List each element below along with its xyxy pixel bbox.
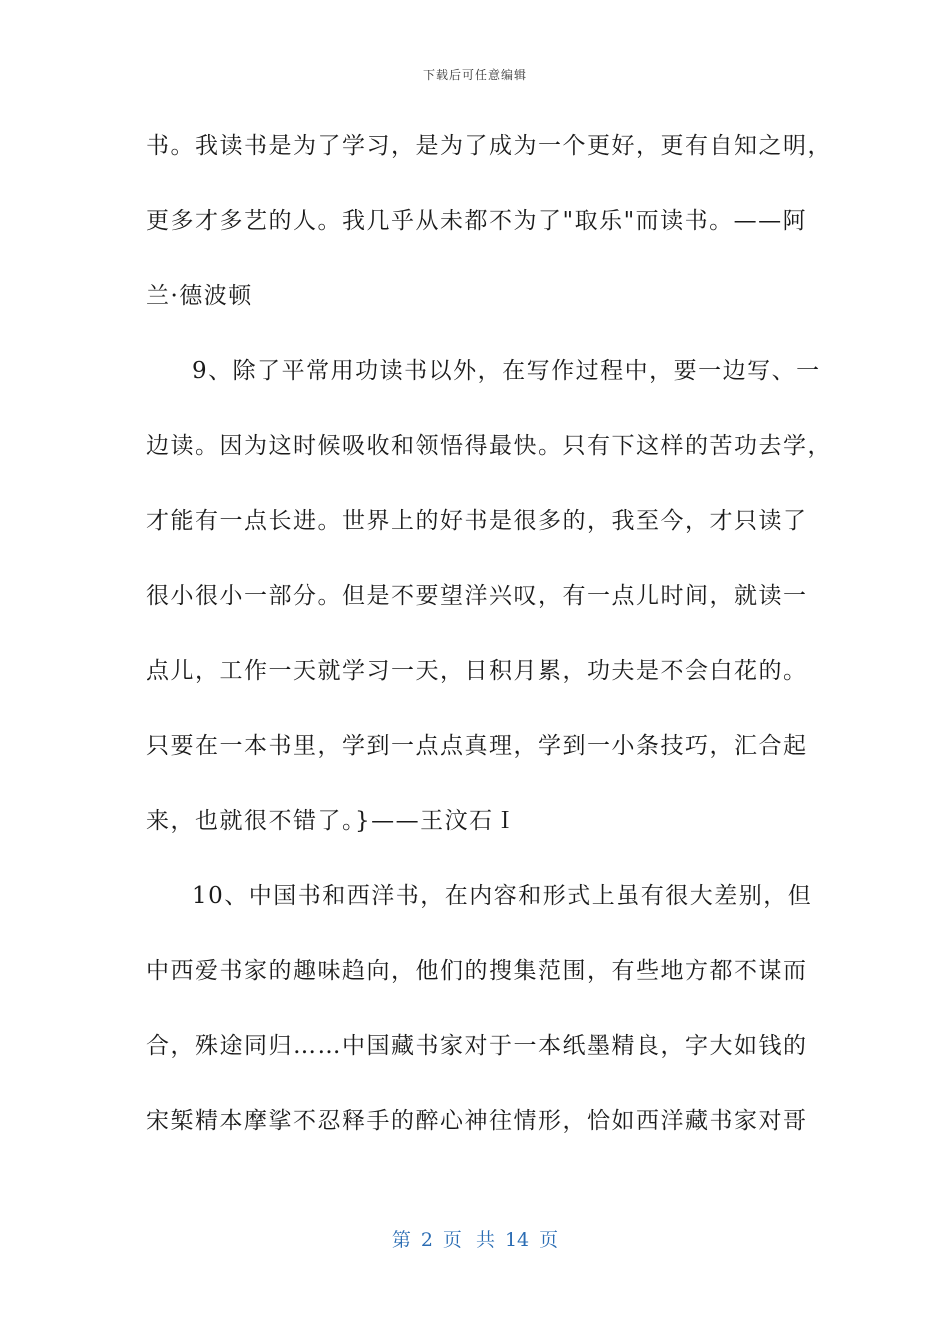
text-line: 书。我读书是为了学习，是为了成为一个更好，更有自知之明，: [146, 133, 832, 159]
footer-total-pages: 14: [504, 1229, 530, 1251]
paragraph-start-line: 10、中国书和西洋书，在内容和形式上虽有很大差别，但: [192, 883, 813, 909]
footer-page-number: 2: [420, 1229, 433, 1251]
text-line: 点儿，工作一天就学习一天，日积月累，功夫是不会白花的。: [146, 658, 808, 684]
document-body: [146, 122, 832, 1172]
text-line: 来，也就很不错了。}——王汶石Ｉ: [146, 808, 519, 834]
text-line: 宋椠精本摩挲不忍释手的醉心神往情形，恰如西洋藏书家对哥: [146, 1108, 808, 1134]
footer-middle: 页 共: [442, 1229, 495, 1251]
text-line: 更多才多艺的人。我几乎从未都不为了"取乐"而读书。——阿: [146, 208, 808, 234]
text-line: 兰·德波顿: [146, 283, 253, 309]
text-line: 很小很小一部分。但是不要望洋兴叹，有一点儿时间，就读一: [146, 583, 808, 609]
text-line: 才能有一点长进。世界上的好书是很多的，我至今，才只读了: [146, 508, 808, 534]
footer-suffix: 页: [539, 1229, 559, 1251]
text-line: 中西爱书家的趣味趋向，他们的搜集范围，有些地方都不谋而: [146, 958, 808, 984]
text-line: 边读。因为这时候吸收和领悟得最快。只有下这样的苦功去学，: [146, 433, 832, 459]
text-line: 只要在一本书里，学到一点点真理，学到一小条技巧，汇合起: [146, 733, 808, 759]
page-header-note: 下载后可任意编辑: [422, 68, 527, 82]
page-footer: [0, 1225, 950, 1252]
paragraph-start-line: 9、除了平常用功读书以外，在写作过程中，要一边写、一: [192, 358, 821, 384]
footer-prefix: 第: [391, 1229, 411, 1251]
text-line: 合，殊途同归……中国藏书家对于一本纸墨精良，字大如钱的: [146, 1033, 808, 1059]
